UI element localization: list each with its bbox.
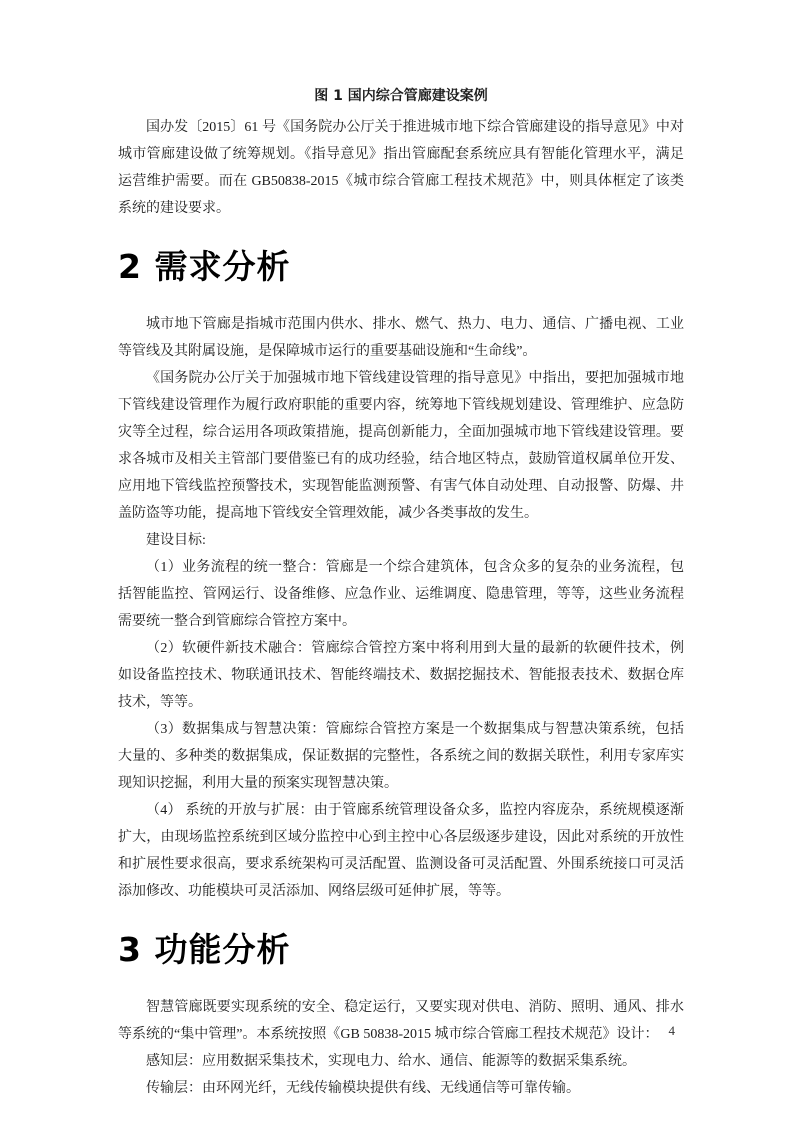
paragraph-goal-2-tech-fusion: （2）软硬件新技术融合：管廊综合管控方案中将利用到大量的最新的软硬件技术，例如设备监控技术、物联通讯技术、智能终端技术、数据挖掘技术、智能报表技术、数据仓库技术，等等。 <box>118 641 684 710</box>
section-heading-requirements: 2 需求分析 <box>118 247 291 286</box>
paragraph-construction-goals-label: 建设目标: <box>146 533 206 548</box>
page-number: 4 <box>668 1023 675 1038</box>
paragraph-goal-4-openness-expansion: （4） 系统的开放与扩展：由于管廊系统管理设备众多，监控内容庞杂，系统规模逐渐扩大，由现场监控系统到区域分监控中心到主控中心各层级逐步建设，因此对系统的开放性和扩展性要求很高，要求系统架构可灵活配置、监测设备可灵活配置、外围系统接口可灵活添加修改、功能模块可灵活添加、网络层级可延伸扩展，等等。 <box>118 803 684 899</box>
paragraph-perception-layer: 感知层：应用数据采集技术，实现电力、给水、通信、能源等的数据采集系统。 <box>146 1054 636 1069</box>
paragraph-goal-1-business-integration: （1）业务流程的统一整合：管廊是一个综合建筑体，包含众多的复杂的业务流程，包括智能监控、管网运行、设备维修、应急作业、运维调度、隐患管理，等等，这些业务流程需要统一整合到管廊综合管控方案中。 <box>118 560 684 629</box>
paragraph-transmission-layer: 传输层：由环网光纤，无线传输模块提供有线、无线通信等可靠传输。 <box>146 1081 580 1096</box>
paragraph-pipeline-definition: 城市地下管廊是指城市范围内供水、排水、燃气、热力、电力、通信、广播电视、工业等管线及其附属设施，是保障城市运行的重要基础设施和“生命线”。 <box>118 317 684 359</box>
paragraph-smart-corridor-design: 智慧管廊既要实现系统的安全、稳定运行，又要实现对供电、消防、照明、通风、排水等系统的“集中管理”。本系统按照《GB 50838-2015 城市综合管廊工程技术规范》设计： <box>118 1000 684 1042</box>
figure-caption: 图 1 国内综合管廊建设案例 <box>314 88 488 104</box>
section-heading-functions: 3 功能分析 <box>118 930 291 969</box>
paragraph-goal-3-data-integration: （3）数据集成与智慧决策：管廊综合管控方案是一个数据集成与智慧决策系统，包括大量的、多种类的数据集成，保证数据的完整性，各系统之间的数据关联性，利用专家库实现知识挖掘，利用大量的预案实现智慧决策。 <box>118 722 684 791</box>
paragraph-state-council-opinion: 《国务院办公厅关于加强城市地下管线建设管理的指导意见》中指出，要把加强城市地下管线建设管理作为履行政府职能的重要内容，统筹地下管线规划建设、管理维护、应急防灾等全过程，综合运用各项政策措施，提高创新能力，全面加强城市地下管线建设管理。要求各城市及相关主管部门要借鉴已有的成功经验，结合地区特点，鼓励管道权属单位开发、应用地下管线监控预警技术，实现智能监测预警、有害气体自动处理、自动报警、防爆、井盖防盗等功能，提高地下管线安全管理效能，减少各类事故的发生。 <box>118 371 684 521</box>
paragraph-intro: 国办发〔2015〕61 号《国务院办公厅关于推进城市地下综合管廊建设的指导意见》中对城市管廊建设做了统筹规划。《指导意见》指出管廊配套系统应具有智能化管理水平，满足运营维护需要。而在 GB50838-2015《城市综合管廊工程技术规范》中，则具体框定了该类系统的建设要求。 <box>118 120 684 216</box>
